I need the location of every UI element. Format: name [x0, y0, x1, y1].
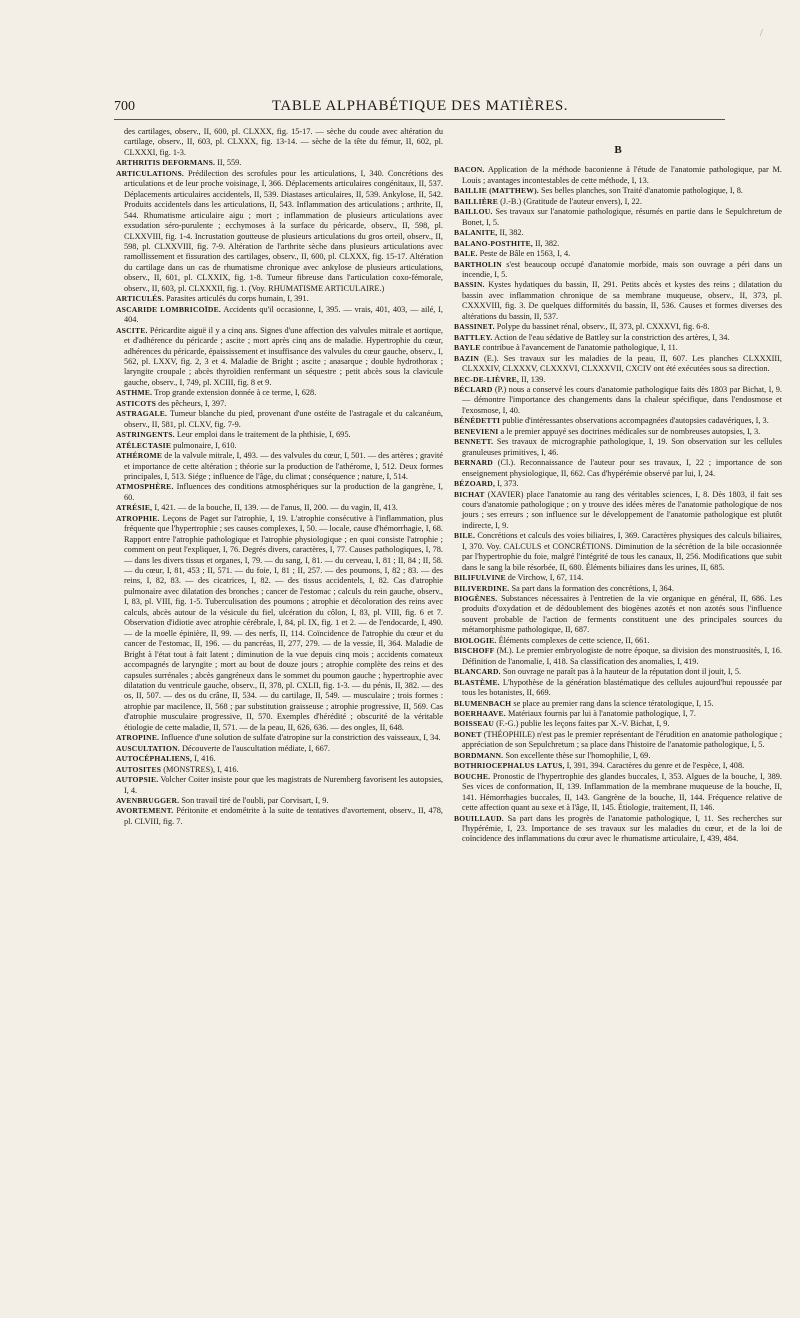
index-entry: [454, 333, 782, 343]
index-entry: [454, 458, 782, 479]
index-entry: [454, 416, 782, 426]
entry-term: BORDMANN.: [454, 750, 504, 760]
entry-text: Éléments complexes de cette science, II, 661.: [498, 635, 650, 645]
entry-text: Kystes hydatiques du bassin, II, 291. Petits abcès et kystes des reins ; dilatation du bassin avec inflammation chronique de sa membrane muqueuse, observ., II, 373, pl. CXXXVIII, fig. 3. De quelques difformités du bassin, II, 536. Causes et formes diverses des altérations du bassin, II, 537.: [462, 280, 783, 321]
index-entry: [116, 294, 443, 304]
index-entry: [454, 354, 782, 375]
entry-text: (M.). Le premier embryologiste de notre époque, sa division des monstruosités, I, 16. Définition de l'anomalie, I, 418. Sa classification des anomalies, I, 419.: [462, 646, 782, 666]
entry-term: BOUCHE.: [454, 771, 491, 781]
entry-text: (E.). Ses travaux sur les maladies de la peau, II, 607. Les planches CLXXXIII, CLXXXIV, CLXXXV, CLXXXVI, CLXXXVII, CXCIV ont été exécutées sous sa direction.: [462, 353, 782, 374]
entry-text: Sa part dans la formation des concrétions, I, 364.: [511, 583, 674, 593]
index-entry: [116, 127, 443, 158]
left-column: [116, 127, 443, 827]
entry-text: Parasites articulés du corps humain, I, 391.: [166, 294, 309, 304]
entry-term: BAILLIÈRE: [454, 196, 499, 206]
entry-text: (THÉOPHILE) n'est pas le premier représentant de l'érudition en anatomie pathologique ; appréciation de son Sepulchretum ; sa place dans l'histoire de l'anatomie pathologique, I, 5.: [462, 729, 782, 750]
index-entry: [116, 765, 443, 775]
entry-text: des pêcheurs, I, 397.: [158, 398, 227, 408]
entry-text: (MONSTRES), I, 416.: [163, 764, 239, 774]
entry-term: BICHAT: [454, 489, 485, 499]
entry-text: II, 139.: [521, 374, 546, 384]
entry-term: BLANCARD.: [454, 667, 501, 677]
index-entry: [454, 709, 782, 719]
entry-term: ARTHRITIS DEFORMANS.: [116, 158, 216, 168]
entry-term: BEC-DE-LIÈVRE,: [454, 374, 520, 384]
index-entry: [116, 305, 443, 326]
index-entry: [454, 322, 782, 332]
entry-text: Influence d'une solution de sulfate d'atropine sur la constriction des vaisseaux, I, 34.: [161, 733, 441, 743]
index-entry: [454, 479, 782, 489]
entry-term: AVENBRUGGER.: [116, 796, 180, 805]
entry-text: II, 559.: [217, 158, 242, 168]
entry-text: Prédilection des scrofules pour les articulations, I, 340. Concrétions des articulations et de leur proche voisinage, I, 366. Déplacements articulaires congénitaux, II, 537. Déplacements articulaires accidentels, II, 539. Diastases articulaires, II, 539. Ankylose, II, 542. Produits accidentels dans les articulations, II, 543. Inflammation des articulations ; arthrite, II, 544. Rhumatisme articulaire aigu ; mort ; inflammation de plusieurs articulations avec exsudation séro-purulente ; ecchymoses à la surface du péricarde, observ., II, 598, pl. CLXXVIII, fig. 1-4. Incrustation goutteuse de plusieurs articulations du gros orteil, observ., II, 598, pl. CLXXVIII, fig. 7-9. Altération de l'arthrite sèche dans plusieurs articulations avec ramollissement et fissuration des cartilages, observ., II, 600, pl. CLXXX, fig. 15-17. Altération du cartilage dans un cas de rhumatisme chronique avec ankylose de plusieurs articulations, observ., II, 601, pl. CLXXIX, fig. 1-8. Tumeur fibreuse dans l'articulation coxo-fémorale, observ., II, 603, pl. CLXXXII, fig. 1. (Voy. RHUMATISME ARTICULAIRE.): [124, 168, 444, 293]
page-number: 700: [114, 99, 135, 114]
index-entry: [116, 733, 443, 743]
index-entry: [116, 430, 443, 440]
index-entry: [454, 375, 782, 385]
entry-text: Découverte de l'auscultation médiate, I, 667.: [181, 743, 330, 753]
index-entry: [116, 399, 443, 409]
entry-term: BAYLE: [454, 343, 481, 353]
entry-text: Polype du bassinet rénal, observ., II, 373, pl. CXXXVI, fig. 6-8.: [496, 322, 710, 332]
entry-text: Pronostic de l'hypertrophie des glandes buccales, I, 353. Algues de la bouche, I, 389. Ses vices de conformation, II, 139. Inflammation de la membrane muqueuse de la bouche, II, 141. Hémorrhagies buccales, II, 143. Gangrène de la bouche, II, 144. Fréquence relative de cette affection quant au sexe et à l'âge, II, 145. Étiologie, traitement, II, 146.: [462, 771, 783, 813]
entry-term: ATMOSPHÈRE.: [116, 482, 174, 492]
right-column-entries: [454, 165, 782, 844]
entry-text: I, 416.: [194, 754, 216, 764]
index-entry: [116, 754, 443, 764]
index-entry: [116, 451, 443, 482]
entry-text: Concrétions et calculs des voies biliaires, I, 369. Caractères physiques des calculs biliaires, I, 370. Voy. CALCULS et CONCRÉTIONS. Diminution de la sécrétion de la bile occasionnée par l'hypertrophie du foie, malgré l'intégrité de tous les canaux, II, 256. Modifications que subit dans le sang la bile résorbée, II, 680. Éléments biliaires dans les urines, II, 685.: [462, 531, 783, 572]
entry-text: (J.-B.) (Gratitude de l'auteur envers), I, 22.: [500, 196, 642, 206]
entry-text: Accidents qu'il occasionne, I, 395. — vrais, 401, 403, — ailé, I, 404.: [124, 304, 443, 325]
index-entry: [116, 796, 443, 806]
entry-term: BLASTÈME.: [454, 677, 500, 687]
entry-text: Son travail tiré de l'oubli, par Corvisart, I, 9.: [181, 796, 329, 805]
entry-text: Substances nécessaires à l'entretien de la vie organique en général, II, 686. Les produits d'oxydation et de dédoublement des biogènes azotés et non azotés sous l'influence souvent probable de l'action de ferments constituent une des principales sources du métamorphisme pathologique, II, 687.: [462, 594, 782, 635]
index-entry: [454, 646, 782, 667]
index-entry: [116, 482, 443, 503]
entry-text: publie d'intéressantes observations accompagnées d'autopsies cadavériques, I, 3.: [502, 416, 769, 426]
index-entry: [116, 326, 443, 389]
page-header: [0, 96, 800, 118]
entry-term: ASCARIDE LOMBRICOÏDE.: [116, 304, 221, 314]
entry-text: Peste de Bâle en 1563, I, 4.: [479, 249, 571, 259]
entry-text: I, 373.: [497, 479, 519, 489]
entry-term: ATROPINE.: [116, 733, 160, 743]
entry-term: BISCHOFF: [454, 646, 495, 656]
right-column: [454, 127, 782, 845]
index-entry: [454, 531, 782, 573]
entry-term: BONET: [454, 729, 482, 739]
entry-term: BALE.: [454, 249, 478, 259]
entry-text: Ses belles planches, son Traité d'anatomie pathologique, I, 8.: [540, 186, 743, 196]
index-entry: [454, 385, 782, 416]
entry-term: BARTHOLIN: [454, 259, 502, 269]
entry-text: Son ouvrage ne paraît pas à la hauteur de la réputation dont il jouit, I, 5.: [502, 667, 742, 677]
entry-text: II, 382.: [535, 238, 560, 248]
index-entry: [116, 503, 443, 513]
index-entry: [116, 775, 443, 796]
entry-text: Tumeur blanche du pied, provenant d'une ostéite de l'astragale et du calcanéum, observ., II, 581, pl. CLXV, fig. 7-9.: [124, 409, 443, 429]
entry-text: Volcher Coiter insiste pour que les magistrats de Nuremberg favorisent les autopsies, I, 4.: [124, 775, 443, 795]
index-entry: [116, 441, 443, 451]
entry-term: BAILLOU.: [454, 207, 493, 217]
entry-text: des cartilages, observ., II, 600, pl. CLXXX, fig. 15-17. — sèche du coude avec altération du cartilage, observ., II, 603, pl. CLXXX, fig. 13-14. — sèche de la tête du fémur, II, 602, pl. CLXXXI, fig. 1-3.: [124, 127, 443, 157]
entry-term: BIOLOGIE.: [454, 635, 497, 645]
entry-text: II, 382.: [499, 228, 524, 238]
entry-term: BÉCLARD: [454, 384, 493, 394]
index-entry: [454, 573, 782, 583]
entry-text: Péritonite et endométrite à la suite de tentatives d'avortement, observ., II, 478, pl. CLVIII, fig. 7.: [124, 806, 443, 826]
index-entry: [454, 678, 782, 699]
entry-text: Péricardite aiguë il y a cinq ans. Signes d'une affection des valvules mitrale et aortique, et d'adhérence du péricarde ; ascite ; mort après cinq ans de maladie. Hypertrophie du cœur, adhérences du péricarde, épaississement et insuffisance des valvules du cœur gauche, observ., I, 562, pl. LXXV, fig. 2, 3 et 4. Maladie de Bright ; ascite ; anasarque ; double hydrothorax ; laryngite croupale ; abcès thyroïdien renfermant un séquestre ; petit abcès sous la clavicule gauche, observ., I, 749, pl. XCIII, fig. 8 et 9.: [124, 325, 443, 387]
index-entry: [454, 751, 782, 761]
entry-term: AUSCULTATION.: [116, 743, 180, 753]
header-rule: [114, 119, 725, 120]
entry-text: se place au premier rang dans la science tératologique, I, 15.: [513, 698, 714, 708]
entry-term: ARTICULATIONS.: [116, 168, 185, 178]
index-entry: [454, 584, 782, 594]
entry-text: Influences des conditions atmosphériques sur la production de la gangrène, I, 60.: [124, 482, 443, 502]
entry-term: BASSIN.: [454, 280, 485, 290]
index-entry: [116, 409, 443, 430]
index-entry: [454, 427, 782, 437]
entry-text: pulmonaire, I, 610.: [173, 440, 237, 450]
entry-term: BILIVERDINE.: [454, 583, 510, 593]
index-entry: [116, 169, 443, 294]
entry-term: ASTRAGALE.: [116, 409, 168, 419]
index-entry: [454, 636, 782, 646]
entry-term: ARTICULÉS.: [116, 294, 164, 304]
margin-mark: /: [760, 28, 763, 39]
entry-term: ASTRINGENTS.: [116, 430, 175, 440]
entry-term: BALANITE,: [454, 228, 498, 238]
index-entry: [454, 490, 782, 532]
entry-term: ATROPHIE.: [116, 513, 160, 523]
entry-text: (Cl.). Reconnaissance de l'auteur pour ses travaux, I, 22 ; importance de son enseignement physiologique, II, 662. Cas d'hypérémie observé par lui, I, 24.: [462, 458, 783, 478]
index-entry: [454, 239, 782, 249]
entry-term: ATHÉROME: [116, 451, 163, 461]
entry-text: de Virchow, I, 67, 114.: [507, 573, 584, 583]
entry-term: AUTOPSIE.: [116, 775, 159, 785]
entry-term: BATTLEY.: [454, 332, 493, 342]
index-entry: [454, 667, 782, 677]
entry-text: (F.-G.) publie les leçons faites par X.-V. Bichat, I, 9.: [496, 719, 670, 729]
entry-term: BAILLIE (MATTHEW).: [454, 186, 539, 196]
index-entry: [454, 814, 782, 845]
index-entry: [454, 280, 782, 322]
entry-text: de la valvule mitrale, I, 493. — des valvules du cœur, I, 501. — des artères ; gravité et importance de cette altération ; théorie sur la production de l'athérome, I, 512. Deux formes principales, I, 513. Siége ; influence de l'âge, du climat ; conséquence ; nature, I, 514.: [124, 451, 443, 481]
entry-term: BENNETT.: [454, 437, 494, 447]
index-entry: [454, 699, 782, 709]
index-entry: [454, 730, 782, 751]
entry-text: Trop grande extension donnée à ce terme, I, 628.: [154, 388, 317, 398]
entry-term: BOERHAAVE.: [454, 709, 506, 719]
index-entry: [116, 158, 443, 168]
index-entry: [116, 806, 443, 827]
index-entry: [454, 186, 782, 196]
entry-term: ASTICOTS: [116, 398, 157, 408]
index-entry: [116, 744, 443, 754]
entry-term: BASSINET.: [454, 322, 495, 332]
entry-term: BOTHRIOCEPHALUS LATUS,: [454, 761, 565, 771]
entry-text: s'est beaucoup occupé d'anatomie morbide, mais son ouvrage a péri dans un incendie, I, 5.: [462, 259, 783, 279]
running-title: TABLE ALPHABÉTIQUE DES MATIÈRES.: [271, 98, 569, 114]
index-entry: [116, 514, 443, 734]
entry-term: BILE.: [454, 531, 476, 541]
index-entry: [454, 761, 782, 771]
entry-term: BILIFULVINE: [454, 573, 506, 583]
entry-term: BOUILLAUD.: [454, 813, 504, 823]
entry-term: ASCITE.: [116, 325, 148, 335]
entry-term: BÉZOARD,: [454, 479, 496, 489]
entry-text: (P.) nous a conservé les cours d'anatomie pathologique faits dès 1803 par Bichat, I, 9. — démontre l'importance des changements dans la chaleur spécifique, dans l'endosmose et l'exosmose, I, 40.: [462, 384, 783, 415]
entry-term: BENEVIENI: [454, 426, 499, 436]
entry-text: Son excellente thèse sur l'homophilie, I, 69.: [505, 750, 651, 760]
entry-text: a le premier appuyé ses doctrines médicales sur de nombreuses autopsies, I, 3.: [500, 426, 761, 436]
entry-term: BERNARD: [454, 458, 493, 468]
entry-text: Leur emploi dans le traitement de la phthisie, I, 695.: [176, 430, 351, 440]
index-entry: [116, 388, 443, 398]
index-entry: [454, 207, 782, 228]
index-entry: [454, 228, 782, 238]
index-entry: [454, 772, 782, 814]
entry-text: Sa part dans les progrès de l'anatomie pathologique, I, 11. Ses recherches sur l'hypérémie, I, 23. Importance de ses travaux sur les maladies du cœur, et de la loi de coïncidence des inflammations du cœur avec le rhumatisme articulaire, I, 439, 484.: [462, 813, 782, 844]
index-entry: [454, 343, 782, 353]
index-entry: [454, 719, 782, 729]
entry-term: BLUMENBACH: [454, 698, 512, 708]
entry-text: contribue à l'avancement de l'anatomie pathologique, I, 11.: [482, 343, 678, 353]
index-entry: [454, 165, 782, 186]
entry-text: I, 421. — de la bouche, II, 139. — de l'anus, II, 200. — du vagin, II, 413.: [154, 503, 398, 513]
entry-text: Action de l'eau sédative de Battley sur la constriction des artères, I, 34.: [494, 332, 730, 342]
entry-text: Matériaux fournis par lui à l'anatomie pathologique, I, 7.: [507, 709, 696, 719]
section-letter-heading: B: [614, 144, 622, 156]
entry-term: ATÉLECTASIE: [116, 440, 172, 450]
entry-term: BACON.: [454, 165, 485, 175]
index-entry: [454, 197, 782, 207]
index-entry: [454, 437, 782, 458]
entry-text: (XAVIER) place l'anatomie au rang des véritables sciences, I, 8. Dès 1803, il fait ses cours d'anatomie pathologique ; on y trouve des idées mères de l'anatomie pathologique de nos jours ; ses erreurs ; son influence sur le développement de l'anatomie pathologique est plutôt indirecte, I, 9.: [462, 489, 782, 530]
entry-term: BOISSEAU: [454, 719, 495, 729]
entry-term: AUTOSITES: [116, 764, 162, 774]
entry-term: BALANO-POSTHITE,: [454, 238, 533, 248]
entry-term: BÉNÉDETTI: [454, 416, 501, 426]
entry-term: BIOGÈNES.: [454, 594, 498, 604]
entry-text: Leçons de Paget sur l'atrophie, I, 19. L'atrophie consécutive à l'inflammation, plus fréquente que l'hypertrophie ; ses causes complexes, I, 50. — locale, cause d'hémorrhagie, I, 68. Rapport entre l'atrophie pathologique et l'atrophie physiologique ; en quoi consiste l'atrophie ; comment on peut l'expliquer, I, 76. Degrés divers, caractères, I, 77. Causes pathologiques, I, 78. — dans les divers tissus et organes, I, 79. — du sang, I, 81. — du cerveau, I, 81 ; II, 84 ; II, 58. — du cœur, I, 81, 453 ; II, 571. — du foie, I, 81 ; II, 257. — des poumons, I, 82 ; 83. — des reins, I, 82, 83. — des cicatrices, I, 82. — des tissus accidentels, I, 82. Cas d'atrophie pulmonaire avec dilatation des bronches ; cancer de l'estomac ; calculs du rein gauche, observ., I, 83, pl. VIII, fig. 1-5. Tuberculisation des poumons ; atrophie et décoloration des reins avec calculs, abcès autour de la vésicule du fiel, ulcération du côlon, I, 83, pl. VIII, fig. 6 et 7. Observation d'idiotie avec atrophie cérébrale, I, 84, pl. IX, fig. 1 et 2. — de l'endocarde, I, 490. — de la moelle épinière, II, 99. — des nerfs, II, 114. Coïncidence de l'atrophie du cœur et du cancer de l'estomac, II, 196. — du pancréas, II, 277, 279. — de la vessie, II, 364. Maladie de Bright à l'état tout à fait latent ; diminution de la vue depuis cinq mois ; accidents comateux accompagnés de laryngite ; mort au bout de douze jours ; atrophie complète des reins et des capsules surrénales ; abcès gangréneux dans le sommet du poumon gauche ; hypertrophie avec dilatation du ventricule gauche, observ., II, 378, pl. CXLII, fig. 1-3. — du pénis, II, 382. — des os, II, 507. — des os du crâne, II, 534. — du cartilage, II, 549. — musculaire ; trois formes : atrophie par macilence, II, 568 ; par substitution graisseuse ; atrophie progressive, II, 569. Cas d'atrophie musculaire progressive, II, 570. Exemples d'hérédité ; obscurité de la véritable étiologie de cette maladie, II, 571. — de la peau, II, 626, 636. — des ongles, II, 648.: [124, 513, 443, 732]
entry-text: L'hypothèse de la génération blastématique des cellules aujourd'hui repoussée par tous les botanistes, II, 669.: [462, 677, 782, 698]
index-entry: [454, 260, 782, 281]
index-entry: [454, 594, 782, 636]
entry-term: ATRÉSIE,: [116, 503, 153, 513]
entry-term: AVORTEMENT.: [116, 806, 174, 816]
entry-text: Ses travaux sur l'anatomie pathologique, résumés en partie dans le Sepulchretum de Bonet, I, 5.: [462, 207, 782, 227]
entry-text: Ses travaux de micrographie pathologique, I, 19. Son observation sur les cellules granuleuses primitives, I, 46.: [462, 437, 783, 457]
entry-term: AUTOCÉPHALIENS,: [116, 754, 193, 764]
entry-term: BAZIN: [454, 353, 480, 363]
index-entry: [454, 249, 782, 259]
entry-term: ASTHME.: [116, 388, 153, 398]
entry-text: I, 391, 394. Caractères du genre et de l'espèce, I, 408.: [566, 761, 745, 771]
entry-text: Application de la méthode baconienne à l'étude de l'anatomie pathologique, par M. Louis ; avantages incontestables de cette méthode, I, 13.: [462, 165, 782, 185]
